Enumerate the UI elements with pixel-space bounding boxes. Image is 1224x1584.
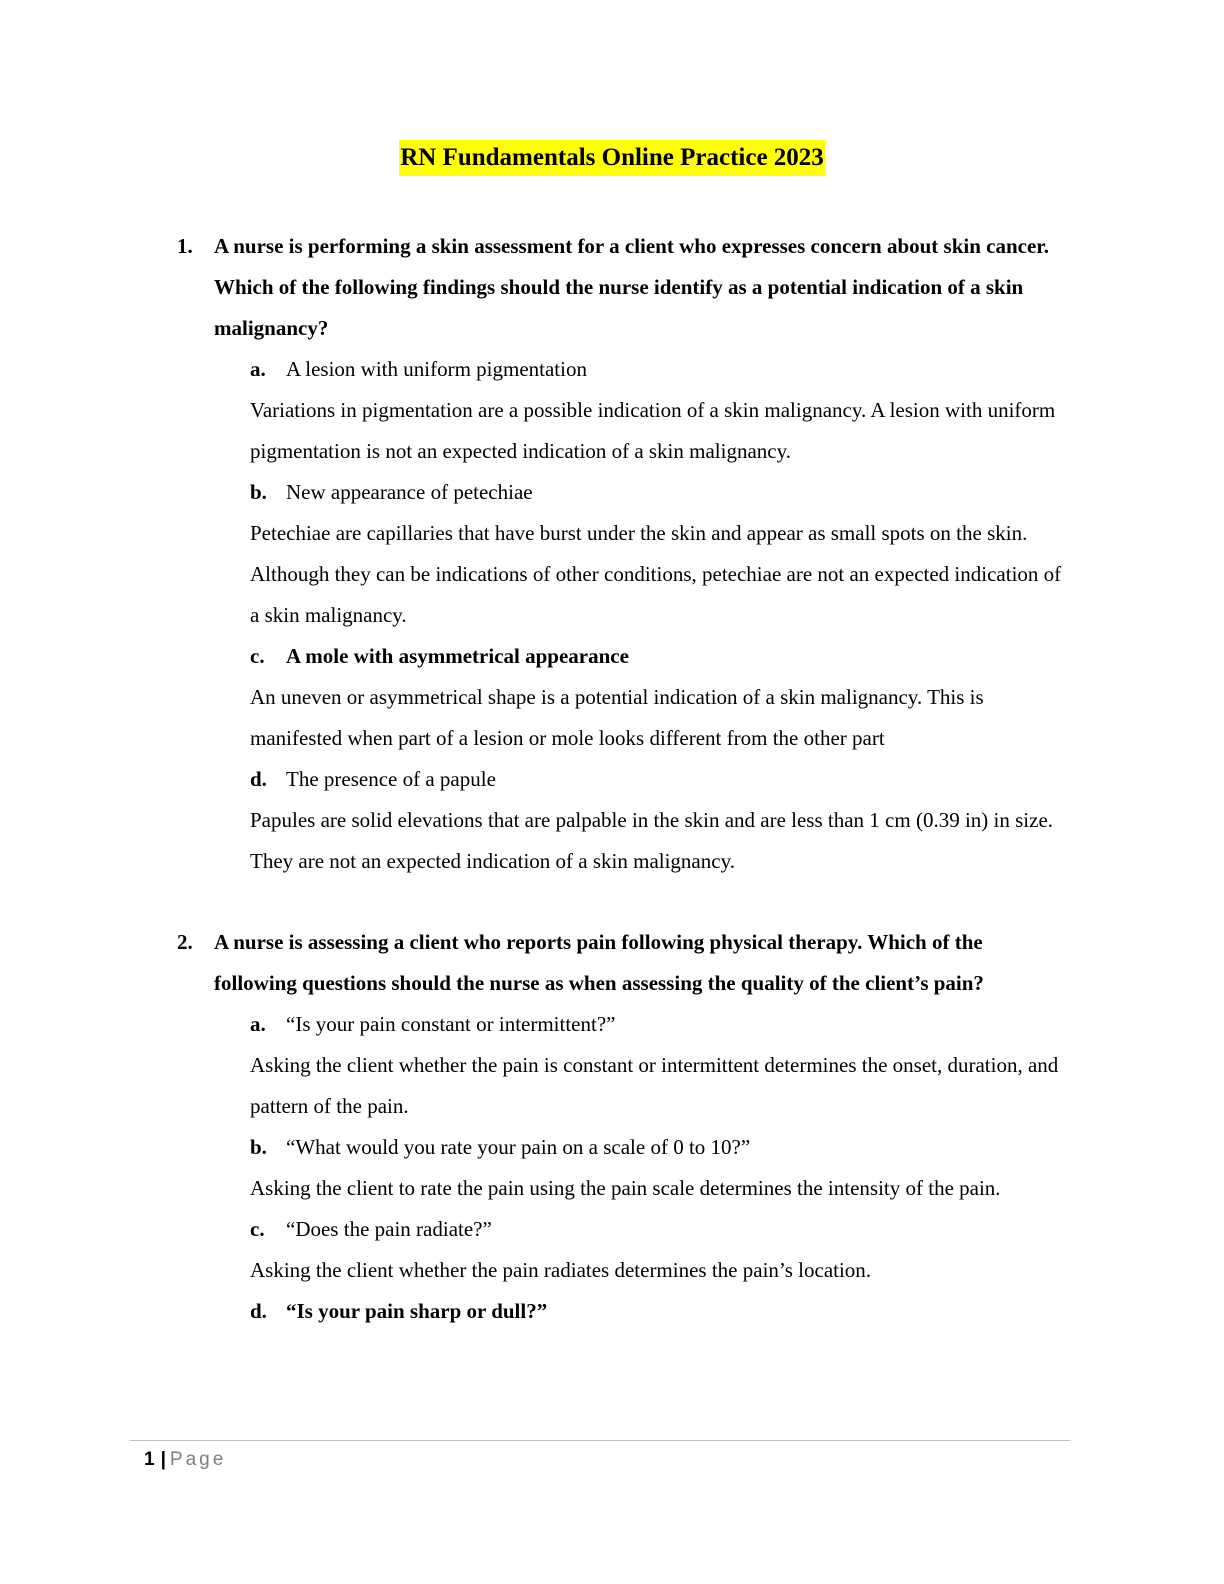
option-letter: b.: [250, 1135, 267, 1159]
question-number: 1.: [177, 234, 193, 258]
option-b: [250, 472, 1070, 513]
option-list: [250, 1004, 1070, 1332]
option-letter: d.: [250, 1299, 267, 1323]
option-rationale: An uneven or asymmetrical shape is a potential indication of a skin malignancy. This is manifested when part of a lesion or mole looks different from the other part: [250, 685, 984, 750]
page-number: 1: [144, 1449, 155, 1470]
option-rationale: Variations in pigmentation are a possible indication of a skin malignancy. A lesion with uniform pigmentation is not an expected indication of a skin malignancy.: [250, 398, 1056, 463]
option-rationale: Asking the client whether the pain radiates determines the pain’s location.: [250, 1258, 872, 1282]
option-a: [250, 349, 1070, 390]
question-text: A nurse is performing a skin assessment for a client who expresses concern about skin cancer. Which of the following findings should the nurse identify as a potential indication of a skin malignancy?: [214, 234, 1049, 340]
option-d-correct: [250, 1291, 1070, 1332]
page-footer: [144, 1446, 226, 1474]
option-text: A lesion with uniform pigmentation: [286, 357, 587, 381]
option-letter: d.: [250, 767, 267, 791]
option-d: [250, 759, 1070, 800]
page-label: Page: [169, 1449, 227, 1470]
option-letter: c.: [250, 1217, 265, 1241]
option-rationale: Petechiae are capillaries that have burst under the skin and appear as small spots on the skin. Although they can be indications of other conditions, petechiae are not an expected indication of a skin malignancy.: [250, 521, 1062, 627]
option-letter: b.: [250, 480, 267, 504]
question-2: [0, 922, 1224, 1332]
option-text: “Does the pain radiate?”: [286, 1217, 492, 1241]
option-text: New appearance of petechiae: [286, 480, 533, 504]
option-list: [250, 349, 1070, 882]
option-rationale: Papules are solid elevations that are palpable in the skin and are less than 1 cm (0.39 in) in size. They are not an expected indication of a skin malignancy.: [250, 808, 1054, 873]
option-c-correct: [250, 636, 1070, 677]
option-rationale: Asking the client to rate the pain using the pain scale determines the intensity of the pain.: [250, 1176, 1001, 1200]
question-number: 2.: [177, 930, 193, 954]
option-text: “Is your pain sharp or dull?”: [286, 1299, 548, 1323]
option-text: “Is your pain constant or intermittent?”: [286, 1012, 616, 1036]
question-text: A nurse is assessing a client who reports pain following physical therapy. Which of the following questions should the nurse as when assessing the quality of the client’s pain?: [214, 930, 984, 995]
option-a: [250, 1004, 1070, 1045]
question-stem: [177, 226, 1064, 349]
option-letter: a.: [250, 1012, 266, 1036]
title-block: [0, 140, 1224, 176]
option-text: A mole with asymmetrical appearance: [286, 644, 629, 668]
footer-divider: [130, 1440, 1070, 1441]
footer-separator: |: [160, 1449, 166, 1470]
question-1: [0, 226, 1224, 882]
option-letter: c.: [250, 644, 265, 668]
option-letter: a.: [250, 357, 266, 381]
option-b: [250, 1127, 1070, 1168]
option-c: [250, 1209, 1070, 1250]
option-rationale: Asking the client whether the pain is constant or intermittent determines the onset, duration, and pattern of the pain.: [250, 1053, 1059, 1118]
option-text: “What would you rate your pain on a scale of 0 to 10?”: [286, 1135, 751, 1159]
question-stem: [177, 922, 1064, 1004]
option-text: The presence of a papule: [286, 767, 496, 791]
page-title: RN Fundamentals Online Practice 2023: [399, 140, 825, 176]
